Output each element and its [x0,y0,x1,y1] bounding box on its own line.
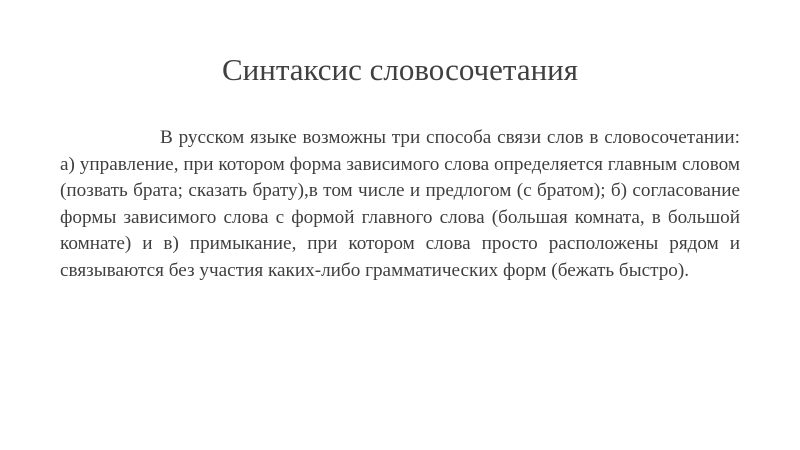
slide-body-text: В русском языке возможны три способа связи слов в словосочетании: а) управление, при котором форма зависимого слова определяется главным словом (позвать брата; сказать брату),в том числе и предлогом (с братом); б) согласование формы зависимого слова с формой главного слова (большая комната, в большой комнате) и в) примыкание, при котором слова просто расположены рядом и связываются без участия каких-либо грамматических форм (бежать быстро). [60,127,740,281]
slide-title: Синтаксис словосочетания [221,52,579,87]
